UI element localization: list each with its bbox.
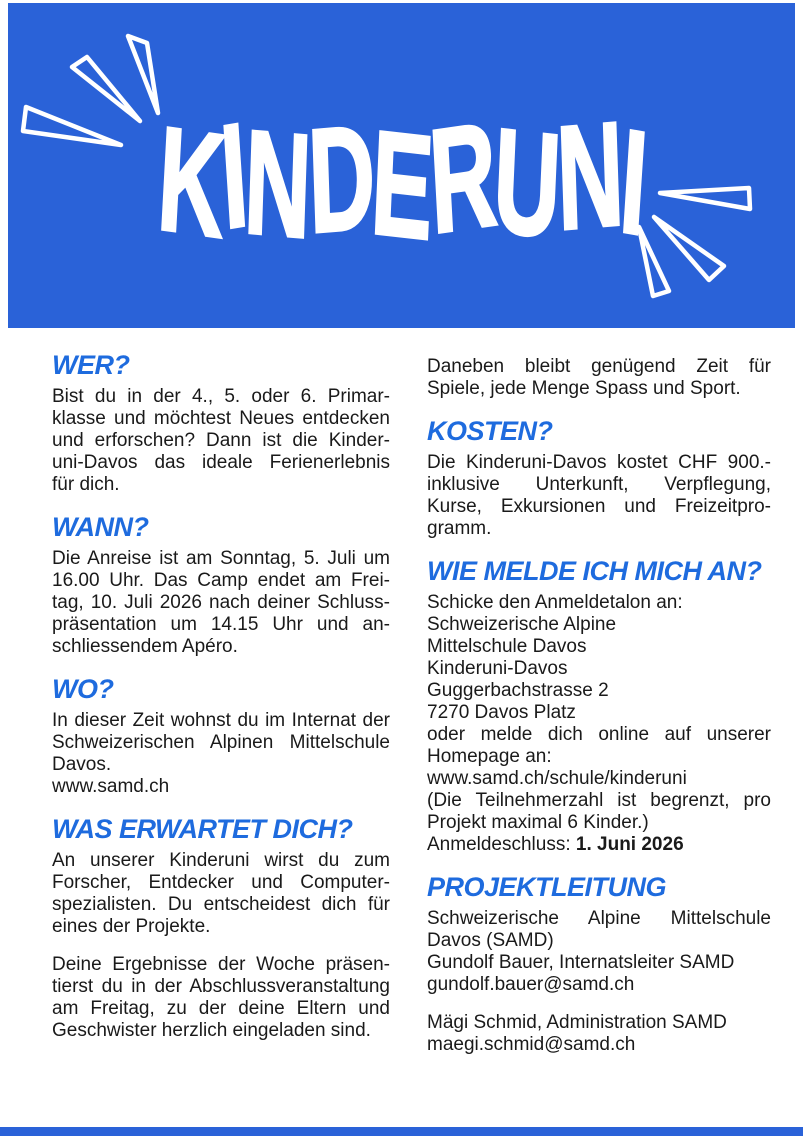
text-line: Homepage an: [427, 746, 552, 767]
text-line: am Freitag, zu der deine Eltern und [52, 998, 390, 1019]
text-line: Mittelschule Davos [427, 636, 587, 657]
text-line: Spiele, jede Menge Spass und Sport. [427, 378, 741, 399]
title-letter: I [615, 98, 650, 267]
paragraph [427, 592, 771, 856]
text-line: präsentation um 14.15 Uhr und an- [52, 614, 390, 635]
paragraph [52, 954, 390, 1042]
text-line: und erforschen? Dann ist die Kinder- [52, 430, 390, 451]
title-letter: N [242, 99, 312, 270]
right-column [427, 350, 771, 1072]
text-line: 7270 Davos Platz [427, 702, 576, 723]
text-line: Daneben bleibt genügend Zeit für [427, 356, 771, 377]
text-line: gundolf.bauer@samd.ch [427, 974, 635, 995]
kinderuni-title-text [154, 91, 650, 272]
text-line: für dich. [52, 474, 120, 495]
text-line: www.samd.ch/schule/kinderuni [427, 768, 687, 789]
left-column [52, 350, 390, 1072]
text-line: Schicke den Anmeldetalon an: [427, 592, 683, 613]
text-line: (Die Teilnehmerzahl ist begrenzt, pro [427, 790, 771, 811]
text-line: Schweizerische Alpine Mittelschule [427, 908, 771, 929]
text-line: Davos. [52, 754, 112, 775]
paragraph [52, 548, 390, 658]
text-line: schliessendem Apéro. [52, 636, 238, 657]
text-line: 16.00 Uhr. Das Camp endet am Frei- [52, 570, 390, 591]
title-letter: K [154, 95, 227, 270]
title-letter: E [368, 99, 435, 272]
text-line: eines der Projekte. [52, 916, 211, 937]
section-heading: WER? [52, 350, 130, 380]
text-line: An unserer Kinderuni wirst du zum [52, 850, 390, 871]
section-heading: WO? [52, 674, 114, 704]
text-line: gramm. [427, 518, 492, 539]
paragraph [427, 452, 771, 540]
footer-bar [0, 1127, 803, 1136]
text-line: oder melde dich online auf unserer [427, 724, 771, 745]
text-line: Die Anreise ist am Sonntag, 5. Juli um [52, 548, 390, 569]
text-line: Schweizerische Alpine [427, 614, 617, 635]
section-heading: KOSTEN? [427, 416, 553, 446]
text-line: uni-Davos das ideale Ferienerlebnis [52, 452, 390, 473]
text-line: In dieser Zeit wohnst du im Internat der [52, 710, 390, 731]
paragraph [427, 1012, 771, 1056]
text-line: tierst du in der Abschlussveranstaltung [52, 976, 390, 997]
title-letter: N [554, 91, 624, 262]
paragraph [427, 908, 771, 996]
text-line: Schweizerischen Alpinen Mittelschule [52, 732, 390, 753]
title-letter: D [306, 94, 375, 265]
title-letter: R [426, 91, 499, 266]
text-line: maegi.schmid@samd.ch [427, 1034, 636, 1055]
text-line: Guggerbachstrasse 2 [427, 680, 609, 701]
text-line: Mägi Schmid, Administration SAMD [427, 1012, 727, 1033]
text-line: tag, 10. Juli 2026 nach deiner Schluss- [52, 592, 390, 613]
text-line: Kinderuni-Davos [427, 658, 568, 679]
kinderuni-title [8, 91, 795, 272]
paragraph [52, 850, 390, 938]
header-banner [8, 3, 795, 328]
text-line: Deine Ergebnisse der Woche präsen- [52, 954, 390, 975]
text-line: Geschwister herzlich eingeladen sind. [52, 1020, 371, 1041]
section-heading: WIE MELDE ICH MICH AN? [427, 556, 762, 586]
paragraph [52, 386, 390, 496]
text-line: Anmeldeschluss: 1. Juni 2026 [427, 834, 684, 855]
title-letter: U [490, 97, 562, 270]
text-line: Forscher, Entdecker und Computer- [52, 872, 390, 893]
section-heading: PROJEKTLEITUNG [427, 872, 667, 902]
paragraph [427, 356, 771, 400]
text-line: Gundolf Bauer, Internatsleiter SAMD [427, 952, 735, 973]
text-line: www.samd.ch [52, 776, 170, 797]
text-line: Die Kinderuni-Davos kostet CHF 900.- [427, 452, 771, 473]
text-line: inklusive Unterkunft, Verpflegung, [427, 474, 771, 495]
text-line: Davos (SAMD) [427, 930, 554, 951]
text-line: Kurse, Exkursionen und Freizeitpro- [427, 496, 771, 517]
title-letter: I [216, 92, 251, 261]
section-heading: WAS ERWARTET DICH? [52, 814, 353, 844]
text-line: spezialisten. Du entscheidest dich für [52, 894, 390, 915]
text-line: Projekt maximal 6 Kinder.) [427, 812, 649, 833]
flyer-body [52, 350, 771, 1072]
text-line: Bist du in der 4., 5. oder 6. Primar- [52, 386, 390, 407]
paragraph [52, 710, 390, 798]
text-line: klasse und möchtest Neues entdecken [52, 408, 390, 429]
section-heading: WANN? [52, 512, 149, 542]
deadline-date: 1. Juni 2026 [575, 834, 684, 855]
